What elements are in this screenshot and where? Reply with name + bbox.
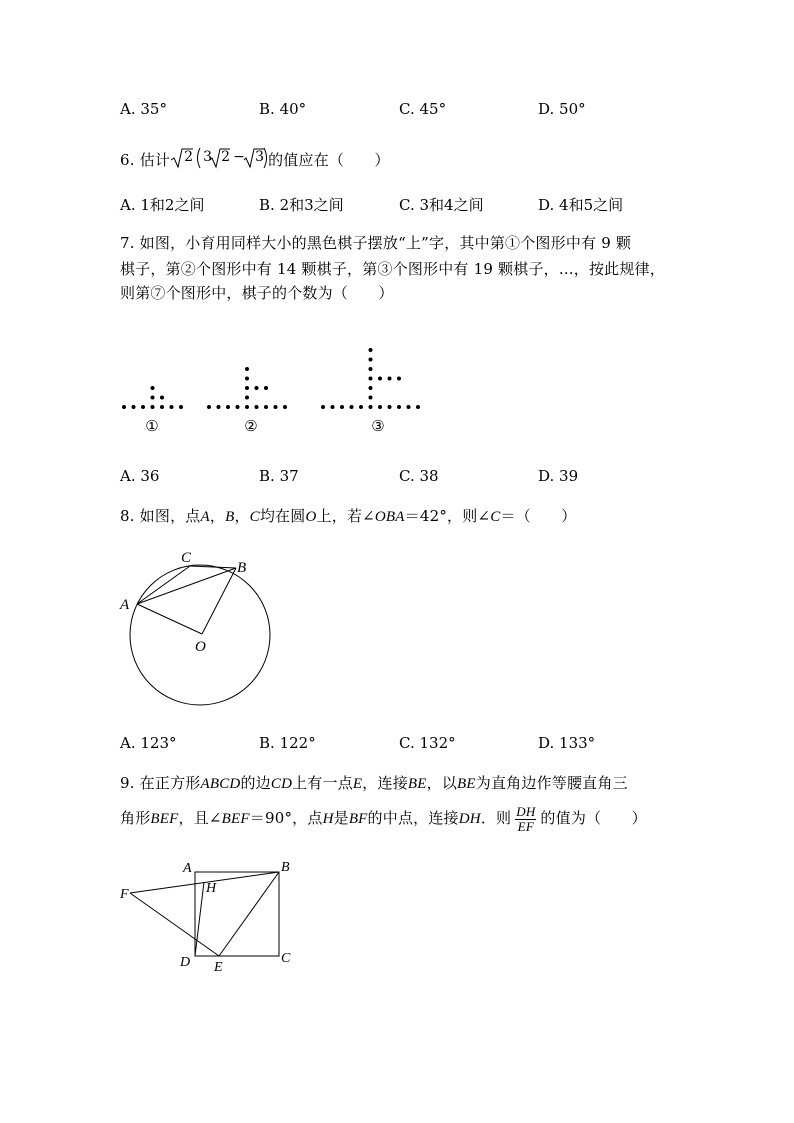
q9-label-b: B <box>281 860 290 875</box>
q8-label-b: B <box>237 560 247 576</box>
q8-label-o: O <box>195 639 206 655</box>
q8-circle-figure <box>110 545 290 715</box>
q7-fig2-vertical-dot <box>245 386 249 390</box>
q6-minus: − <box>233 149 246 165</box>
q7-fig3-base-dot <box>321 405 325 409</box>
q7-fig1-base-dot <box>141 405 145 409</box>
q7-fig3-base-dot <box>407 405 411 409</box>
q6-stem <box>120 148 390 172</box>
q9-label-c: C <box>281 951 291 966</box>
q7-fig3-base-dot <box>350 405 354 409</box>
q9-segment-fe <box>130 893 219 956</box>
q5-option-a: A. 35° <box>120 100 167 118</box>
q7-fig3-vertical-dot <box>369 396 373 400</box>
q7-fig3-vertical-dot <box>369 386 373 390</box>
q7-fig3-base-dot <box>369 405 373 409</box>
q7-fig2-base-dot <box>245 405 249 409</box>
q8-label-c: C <box>181 550 192 566</box>
q6-suffix: 的值应在（ ） <box>268 151 390 169</box>
q7-fig2-base-dot <box>255 405 259 409</box>
q7-line-2: 棋子，第②个图形中有 14 颗棋子，第③个图形中有 19 颗棋子，...，按此规律， <box>120 260 665 278</box>
q7-fig2-base-dot <box>283 405 287 409</box>
q7-line-3: 则第⑦个图形中，棋子的个数为（ ） <box>120 284 394 302</box>
q7-fig2-base-dot <box>264 405 268 409</box>
q7-fig2-vertical-dot <box>245 377 249 381</box>
q8-segment-ac <box>137 566 190 604</box>
q7-fig3-side-dot <box>378 377 382 381</box>
q8-option-b: B. 122° <box>259 734 316 752</box>
q6-sqrt-3: 3 <box>255 149 265 165</box>
q9-fraction-numerator: DH <box>516 803 536 819</box>
q7-option-c: C. 38 <box>399 467 439 485</box>
q7-option-d: D. 39 <box>538 467 579 485</box>
q6-coef-3: 3 <box>203 149 213 165</box>
q6-option-c: C. 3和4之间 <box>399 196 484 214</box>
q6-sqrt-2b: 2 <box>221 149 231 165</box>
q8-option-d: D. 133° <box>538 734 596 752</box>
q7-fig3-vertical-dot <box>369 348 373 352</box>
q9-line-2: 角形BEF，且∠BEF＝90°，点H是BF的中点，连接DH．则 $\frac{DH}{EF}$ 的值为（ ） <box>120 803 647 834</box>
q7-fig3-base-dot <box>416 405 420 409</box>
q9-fraction-denominator: EF <box>517 818 534 834</box>
q6-option-d: D. 4和5之间 <box>538 196 624 214</box>
q6-option-b: B. 2和3之间 <box>259 196 344 214</box>
q6-prefix: 估计 <box>139 151 171 169</box>
q7-fig2-side-dot <box>264 386 268 390</box>
q9-fraction <box>515 805 536 834</box>
q7-fig1-base-dot <box>122 405 126 409</box>
q7-fig3-vertical-dot <box>369 377 373 381</box>
q7-fig2-base-dot <box>236 405 240 409</box>
q7-fig2-vertical-dot <box>245 396 249 400</box>
q5-options <box>0 100 794 122</box>
q7-fig3-base-dot <box>331 405 335 409</box>
q7-fig2-base-dot <box>274 405 278 409</box>
q7-fig1-vertical-dot <box>151 386 155 390</box>
q5-option-d: D. 50° <box>538 100 586 118</box>
q7-label-3: ③ <box>371 419 385 435</box>
q6-option-a: A. 1和2之间 <box>120 196 205 214</box>
q7-option-a: A. 36 <box>120 467 160 485</box>
q7-option-b: B. 37 <box>259 467 299 485</box>
q7-fig3-vertical-dot <box>369 367 373 371</box>
q7-fig3-side-dot <box>388 377 392 381</box>
q6-options <box>0 194 794 216</box>
q9-line-1: 9. 在正方形ABCD的边CD上有一点E，连接BE，以BE为直角边作等腰直角三 <box>120 774 628 792</box>
q7-fig3-base-dot <box>378 405 382 409</box>
q9-label-d: D <box>180 955 191 970</box>
q7-fig1-base-dot <box>151 405 155 409</box>
q8-stem: 8. 如图，点A，B，C均在圆O上，若∠OBA＝42°，则∠C＝（ ） <box>120 507 577 525</box>
q8-circle <box>130 565 270 705</box>
q8-segment-ao <box>137 604 202 634</box>
q7-fig3-vertical-dot <box>369 358 373 362</box>
q8-option-a: A. 123° <box>120 734 177 752</box>
q9-label-a: A <box>183 861 192 876</box>
q7-fig3-base-dot <box>359 405 363 409</box>
q7-fig3-base-dot <box>340 405 344 409</box>
q7-fig1-base-dot <box>132 405 136 409</box>
q5-option-b: B. 40° <box>259 100 307 118</box>
q8-segment-bo <box>202 568 236 634</box>
q7-fig2-side-dot <box>255 386 259 390</box>
q9-label-e: E <box>214 960 223 975</box>
q9-square-figure <box>110 855 310 980</box>
q7-fig1-base-dot <box>179 405 183 409</box>
q8-segment-ab <box>137 568 236 604</box>
q7-fig1-base-dot <box>170 405 174 409</box>
q7-fig1-side-dot <box>160 396 164 400</box>
q7-fig2-base-dot <box>226 405 230 409</box>
q6-number: 6. <box>120 151 135 169</box>
q9-label-h: H <box>206 881 217 896</box>
q7-fig2-vertical-dot <box>245 367 249 371</box>
q6-sqrt-2: 2 <box>184 149 194 165</box>
q7-fig2-base-dot <box>207 405 211 409</box>
q8-options <box>0 734 794 756</box>
q9-segment-fb <box>130 872 279 893</box>
q7-label-1: ① <box>145 419 159 435</box>
q7-fig3-side-dot <box>397 377 401 381</box>
q7-line-1: 7. 如图，小育用同样大小的黑色棋子摆放“上”字，其中第①个图形中有 9 颗 <box>120 234 632 252</box>
q8-option-c: C. 132° <box>399 734 456 752</box>
q8-label-a: A <box>120 597 130 613</box>
q7-fig1-vertical-dot <box>151 396 155 400</box>
q7-fig3-base-dot <box>397 405 401 409</box>
q7-dot-figure <box>110 318 450 443</box>
q7-fig1-base-dot <box>160 405 164 409</box>
q9-segment-eb <box>219 872 279 956</box>
q5-option-c: C. 45° <box>399 100 447 118</box>
q7-fig2-base-dot <box>217 405 221 409</box>
q7-fig3-base-dot <box>388 405 392 409</box>
q9-label-f: F <box>120 887 129 902</box>
q6-expression <box>170 148 268 170</box>
q7-label-2: ② <box>244 419 258 435</box>
q7-options <box>0 467 794 489</box>
